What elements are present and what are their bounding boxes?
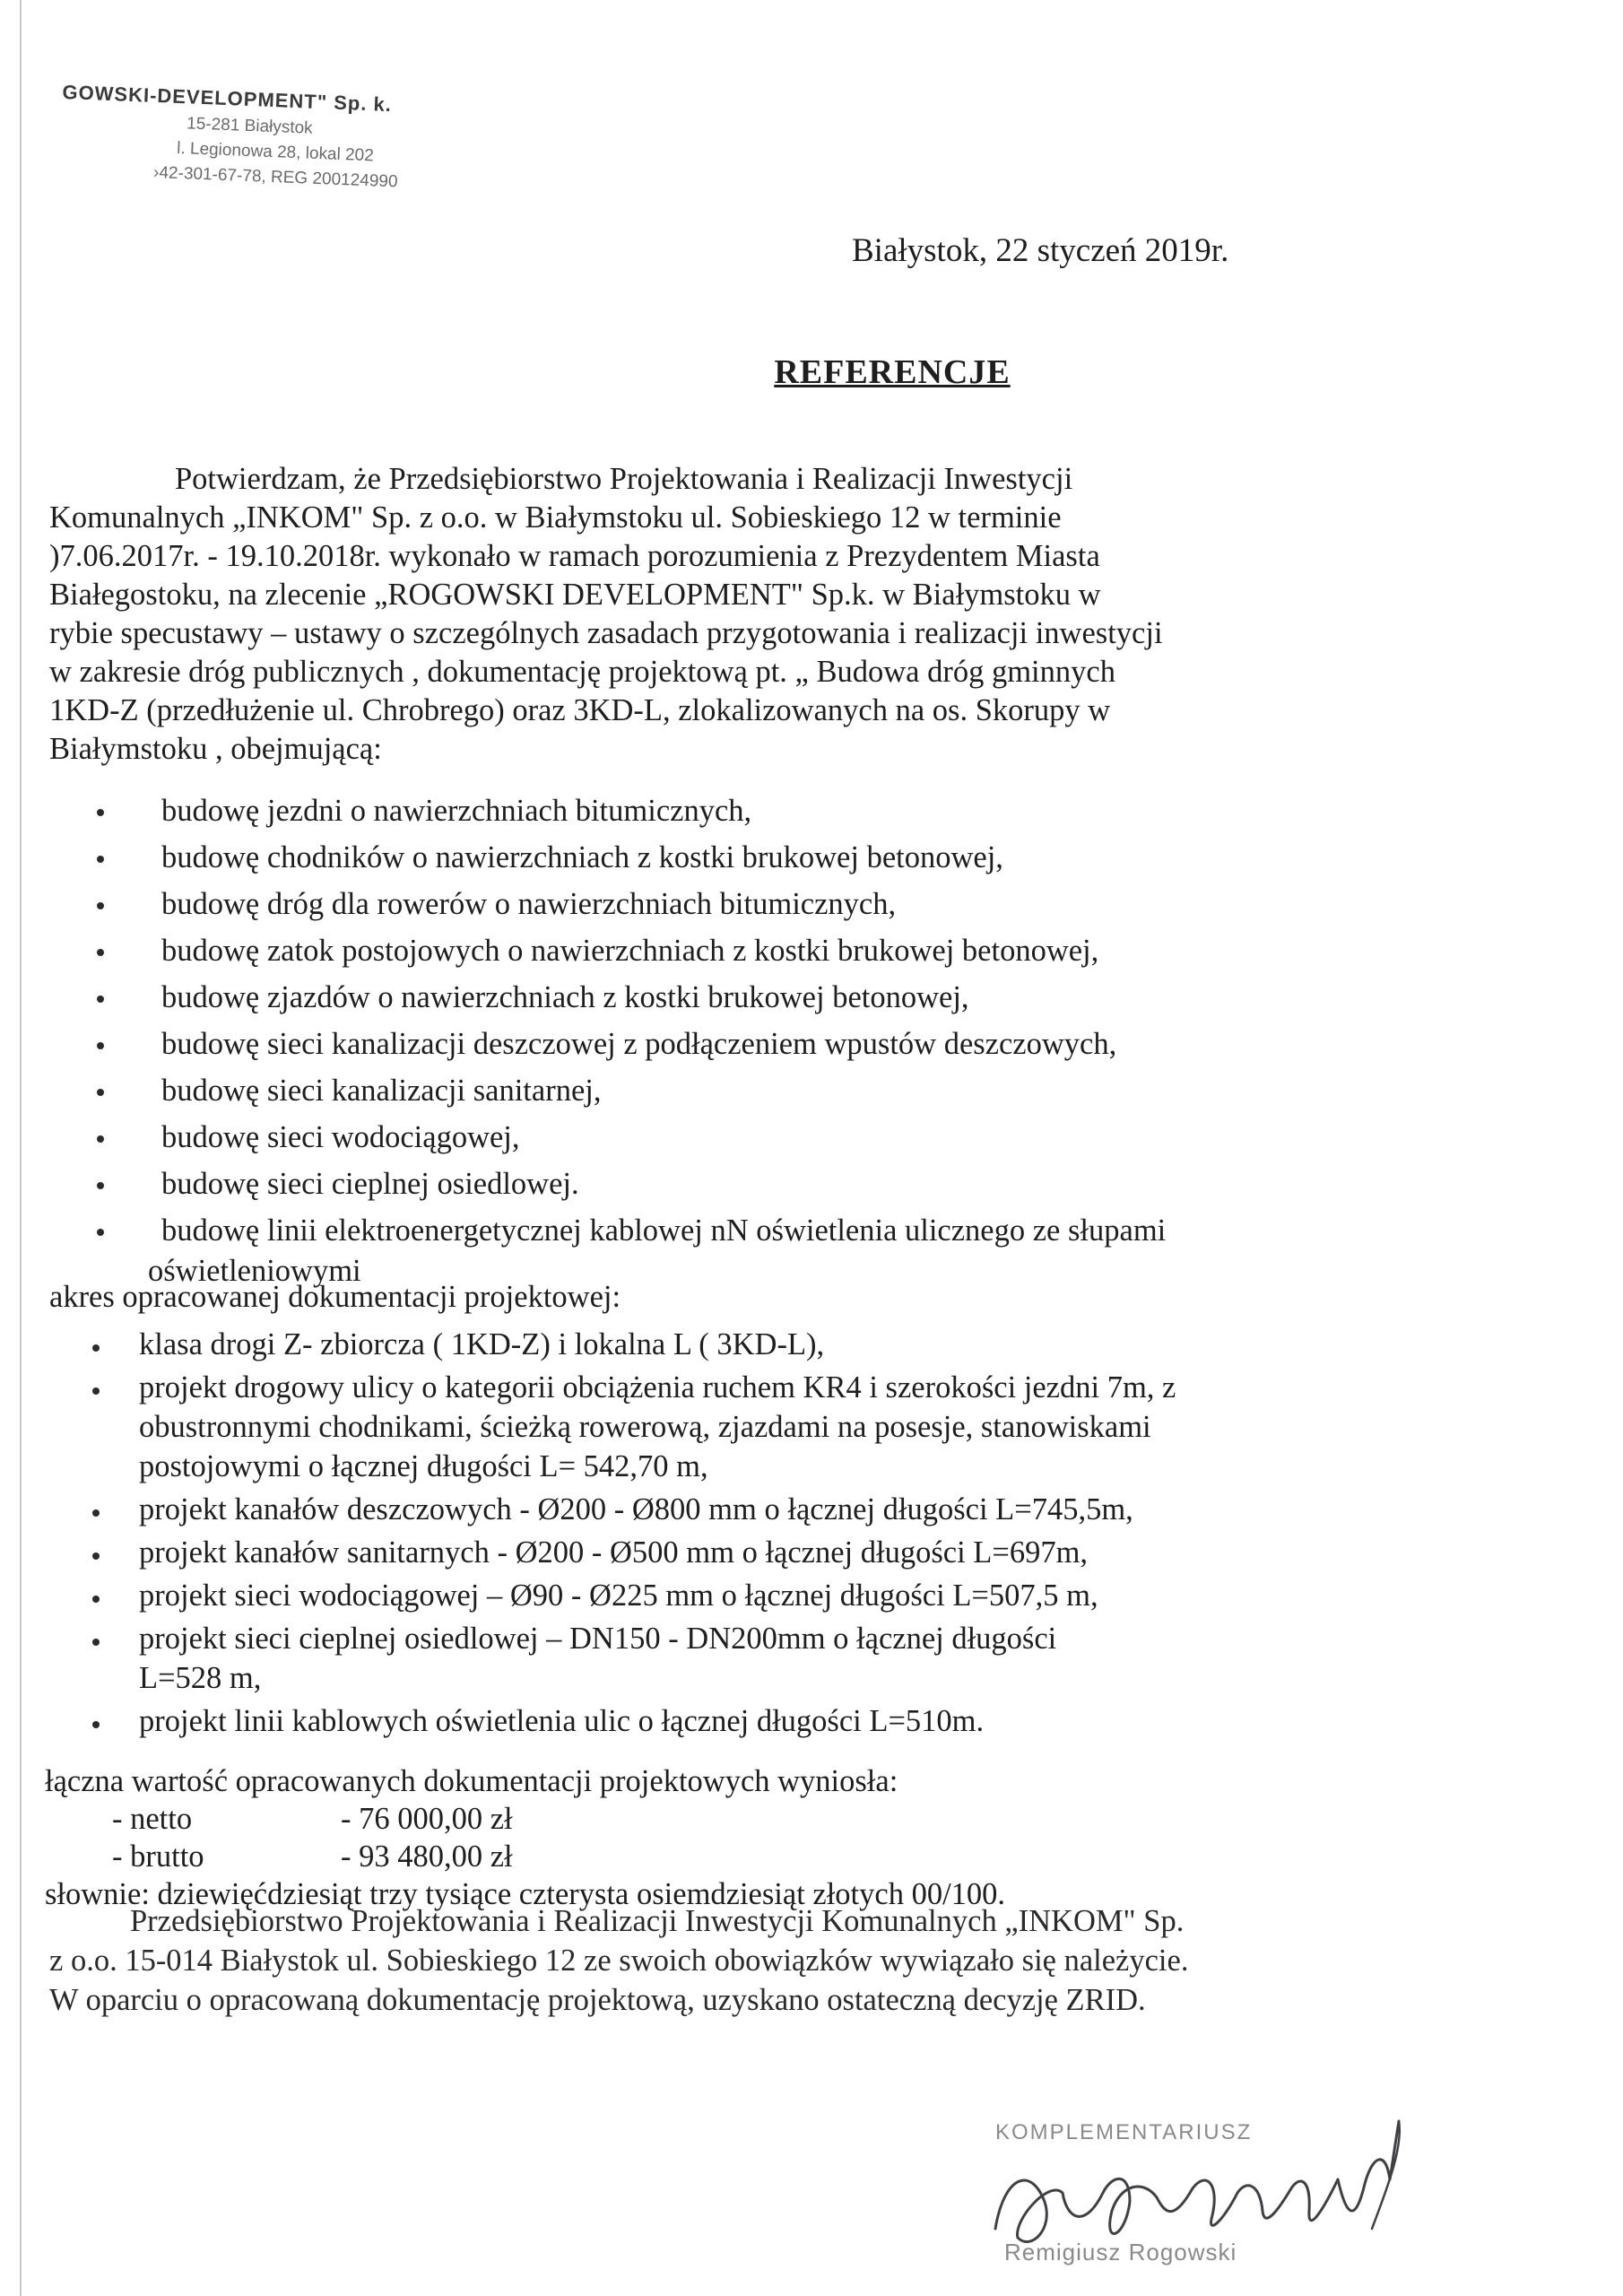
list-item-text: projekt linii kablowych oświetlenia ulic o łącznej długości L=510m. xyxy=(139,1704,985,1738)
list-item xyxy=(85,1576,1176,1615)
works-list xyxy=(90,787,1166,1288)
scope-heading: akres opracowanej dokumentacji projektowej: xyxy=(49,1280,621,1314)
intro-paragraph xyxy=(49,460,1341,769)
intro-line: Białymstoku , obejmującą: xyxy=(49,732,382,766)
list-item-text: projekt kanałów deszczowych - Ø200 - Ø800 mm o łącznej długości L=745,5m, xyxy=(139,1492,1133,1526)
bullet-icon xyxy=(92,1639,100,1646)
bullet-icon xyxy=(97,996,104,1003)
bullet-icon xyxy=(92,1721,100,1728)
intro-line: )7.06.2017r. - 19.10.2018r. wykonało w ramach porozumienia z Prezydentem Miasta xyxy=(49,539,1100,573)
stamp-registration: ›42-301-67-78, REG 200124990 xyxy=(152,162,398,192)
netto-label: - netto xyxy=(112,1802,193,1836)
list-item xyxy=(90,1207,1166,1288)
netto-row xyxy=(45,1800,1005,1838)
list-item-text: budowę chodników o nawierzchniach z kostki brukowej betonowej, xyxy=(161,840,1003,874)
list-item-text: budowę sieci kanalizacji deszczowej z podłączeniem wpustów deszczowych, xyxy=(161,1027,1117,1061)
bullet-icon xyxy=(97,1089,104,1096)
bullet-icon xyxy=(92,1344,100,1352)
list-item-text: budowę zjazdów o nawierzchniach z kostki brukowej betonowej, xyxy=(161,980,969,1014)
brutto-value: - 93 480,00 zł xyxy=(341,1839,513,1874)
list-item xyxy=(85,1619,1176,1698)
list-item-text: projekt sieci cieplnej osiedlowej – DN150 - DN200mm o łącznej długości xyxy=(139,1622,1057,1656)
document-date: Białystok, 22 styczeń 2019r. xyxy=(852,232,1229,269)
list-item-text: budowę linii elektroenergetycznej kablowej nN oświetlenia ulicznego ze słupami xyxy=(161,1213,1167,1248)
list-item xyxy=(85,1490,1176,1529)
list-item xyxy=(90,834,1166,881)
list-item-text: projekt kanałów sanitarnych - Ø200 - Ø500 mm o łącznej długości L=697m, xyxy=(139,1535,1089,1570)
intro-line: Komunalnych „INKOM" Sp. z o.o. w Białymstoku ul. Sobieskiego 12 w terminie xyxy=(49,500,1062,535)
company-stamp xyxy=(59,81,404,193)
bullet-icon xyxy=(97,856,104,863)
list-item xyxy=(90,1114,1166,1161)
brutto-row xyxy=(45,1838,1005,1875)
scope-list xyxy=(85,1325,1176,1744)
closing-line: W oparciu o opracowaną dokumentację projektową, uzyskano ostateczną decyzję ZRID. xyxy=(49,1983,1146,2017)
value-heading: łączna wartość opracowanych dokumentacji projektowych wyniosła: xyxy=(45,1764,898,1798)
document-title: REFERENCJE xyxy=(774,353,1011,391)
list-item-text: budowę sieci wodociągowej, xyxy=(161,1120,520,1154)
intro-line: w zakresie dróg publicznych , dokumentację projektową pt. „ Budowa dróg gminnych xyxy=(49,655,1115,689)
list-item xyxy=(90,881,1166,927)
list-item-continuation: L=528 m, xyxy=(139,1661,262,1695)
list-item-continuation: oświetleniowymi xyxy=(148,1254,361,1288)
stamp-address: 15-281 Białystok xyxy=(186,114,314,138)
list-item-continuation: postojowymi o łącznej długości L= 542,70 m, xyxy=(139,1449,708,1483)
bullet-icon xyxy=(97,949,104,956)
scan-edge xyxy=(20,0,22,2296)
list-item xyxy=(90,1021,1166,1067)
netto-value: - 76 000,00 zł xyxy=(341,1802,513,1836)
closing-line: z o.o. 15-014 Białystok ul. Sobieskiego 12 ze swoich obowiązków wywiązało się należycie. xyxy=(49,1944,1189,1978)
list-item-text: budowę jezdni o nawierzchniach bitumicznych, xyxy=(161,794,752,828)
list-item xyxy=(85,1533,1176,1572)
closing-paragraph xyxy=(49,1901,1188,2020)
bullet-icon xyxy=(97,1229,104,1236)
signature-stamp xyxy=(977,2094,1426,2283)
bullet-icon xyxy=(92,1509,100,1517)
intro-line: 1KD-Z (przedłużenie ul. Chrobrego) oraz 3KD-L, zlokalizowanych na os. Skorupy w xyxy=(49,693,1111,727)
list-item-text: klasa drogi Z- zbiorcza ( 1KD-Z) i lokalna L ( 3KD-L), xyxy=(139,1327,825,1361)
bullet-icon xyxy=(92,1552,100,1560)
signature-title: KOMPLEMENTARIUSZ xyxy=(995,2120,1253,2144)
stamp-company: GOWSKI-DEVELOPMENT" Sp. k. xyxy=(62,81,393,117)
bullet-icon xyxy=(92,1596,100,1603)
list-item-text: projekt sieci wodociągowej – Ø90 - Ø225 mm o łącznej długości L=507,5 m, xyxy=(139,1578,1098,1613)
list-item xyxy=(85,1325,1176,1364)
list-item-text: budowę zatok postojowych o nawierzchniach z kostki brukowej betonowej, xyxy=(161,934,1099,968)
list-item xyxy=(90,787,1166,834)
intro-line: Białegostoku, na zlecenie „ROGOWSKI DEVELOPMENT" Sp.k. w Białymstoku w xyxy=(49,578,1101,612)
list-item xyxy=(90,1161,1166,1207)
bullet-icon xyxy=(92,1387,100,1395)
intro-line: rybie specustawy – ustawy o szczególnych zasadach przygotowania i realizacji inwestycji xyxy=(49,616,1163,650)
brutto-label: - brutto xyxy=(112,1839,204,1874)
signature-name: Remigiusz Rogowski xyxy=(1004,2239,1237,2266)
bullet-icon xyxy=(97,902,104,909)
list-item xyxy=(90,974,1166,1021)
bullet-icon xyxy=(97,1135,104,1143)
closing-line: Przedsiębiorstwo Projektowania i Realizacji Inwestycji Komunalnych „INKOM" Sp. xyxy=(130,1904,1185,1938)
amount-in-words: słownie: dziewięćdziesiąt trzy tysiące czterysta osiemdziesiąt złotych 00/100. xyxy=(45,1877,1006,1911)
stamp-street: l. Legionowa 28, lokal 202 xyxy=(176,138,375,166)
list-item-text: projekt drogowy ulicy o kategorii obciążenia ruchem KR4 i szerokości jezdni 7m, z xyxy=(139,1370,1176,1405)
list-item-text: budowę dróg dla rowerów o nawierzchniach bitumicznych, xyxy=(161,887,897,921)
list-item-continuation: obustronnymi chodnikami, ścieżką rowerową, zjazdami na posesje, stanowiskami xyxy=(139,1410,1151,1444)
list-item xyxy=(85,1701,1176,1741)
bullet-icon xyxy=(97,1042,104,1049)
intro-line: Potwierdzam, że Przedsiębiorstwo Projektowania i Realizacji Inwestycji xyxy=(175,462,1073,496)
bullet-icon xyxy=(97,1182,104,1189)
list-item xyxy=(90,1067,1166,1114)
list-item-text: budowę sieci cieplnej osiedlowej. xyxy=(161,1167,579,1201)
list-item xyxy=(90,927,1166,974)
value-summary xyxy=(45,1762,1005,1913)
list-item-text: budowę sieci kanalizacji sanitarnej, xyxy=(161,1074,602,1108)
bullet-icon xyxy=(97,809,104,816)
list-item xyxy=(85,1368,1176,1486)
